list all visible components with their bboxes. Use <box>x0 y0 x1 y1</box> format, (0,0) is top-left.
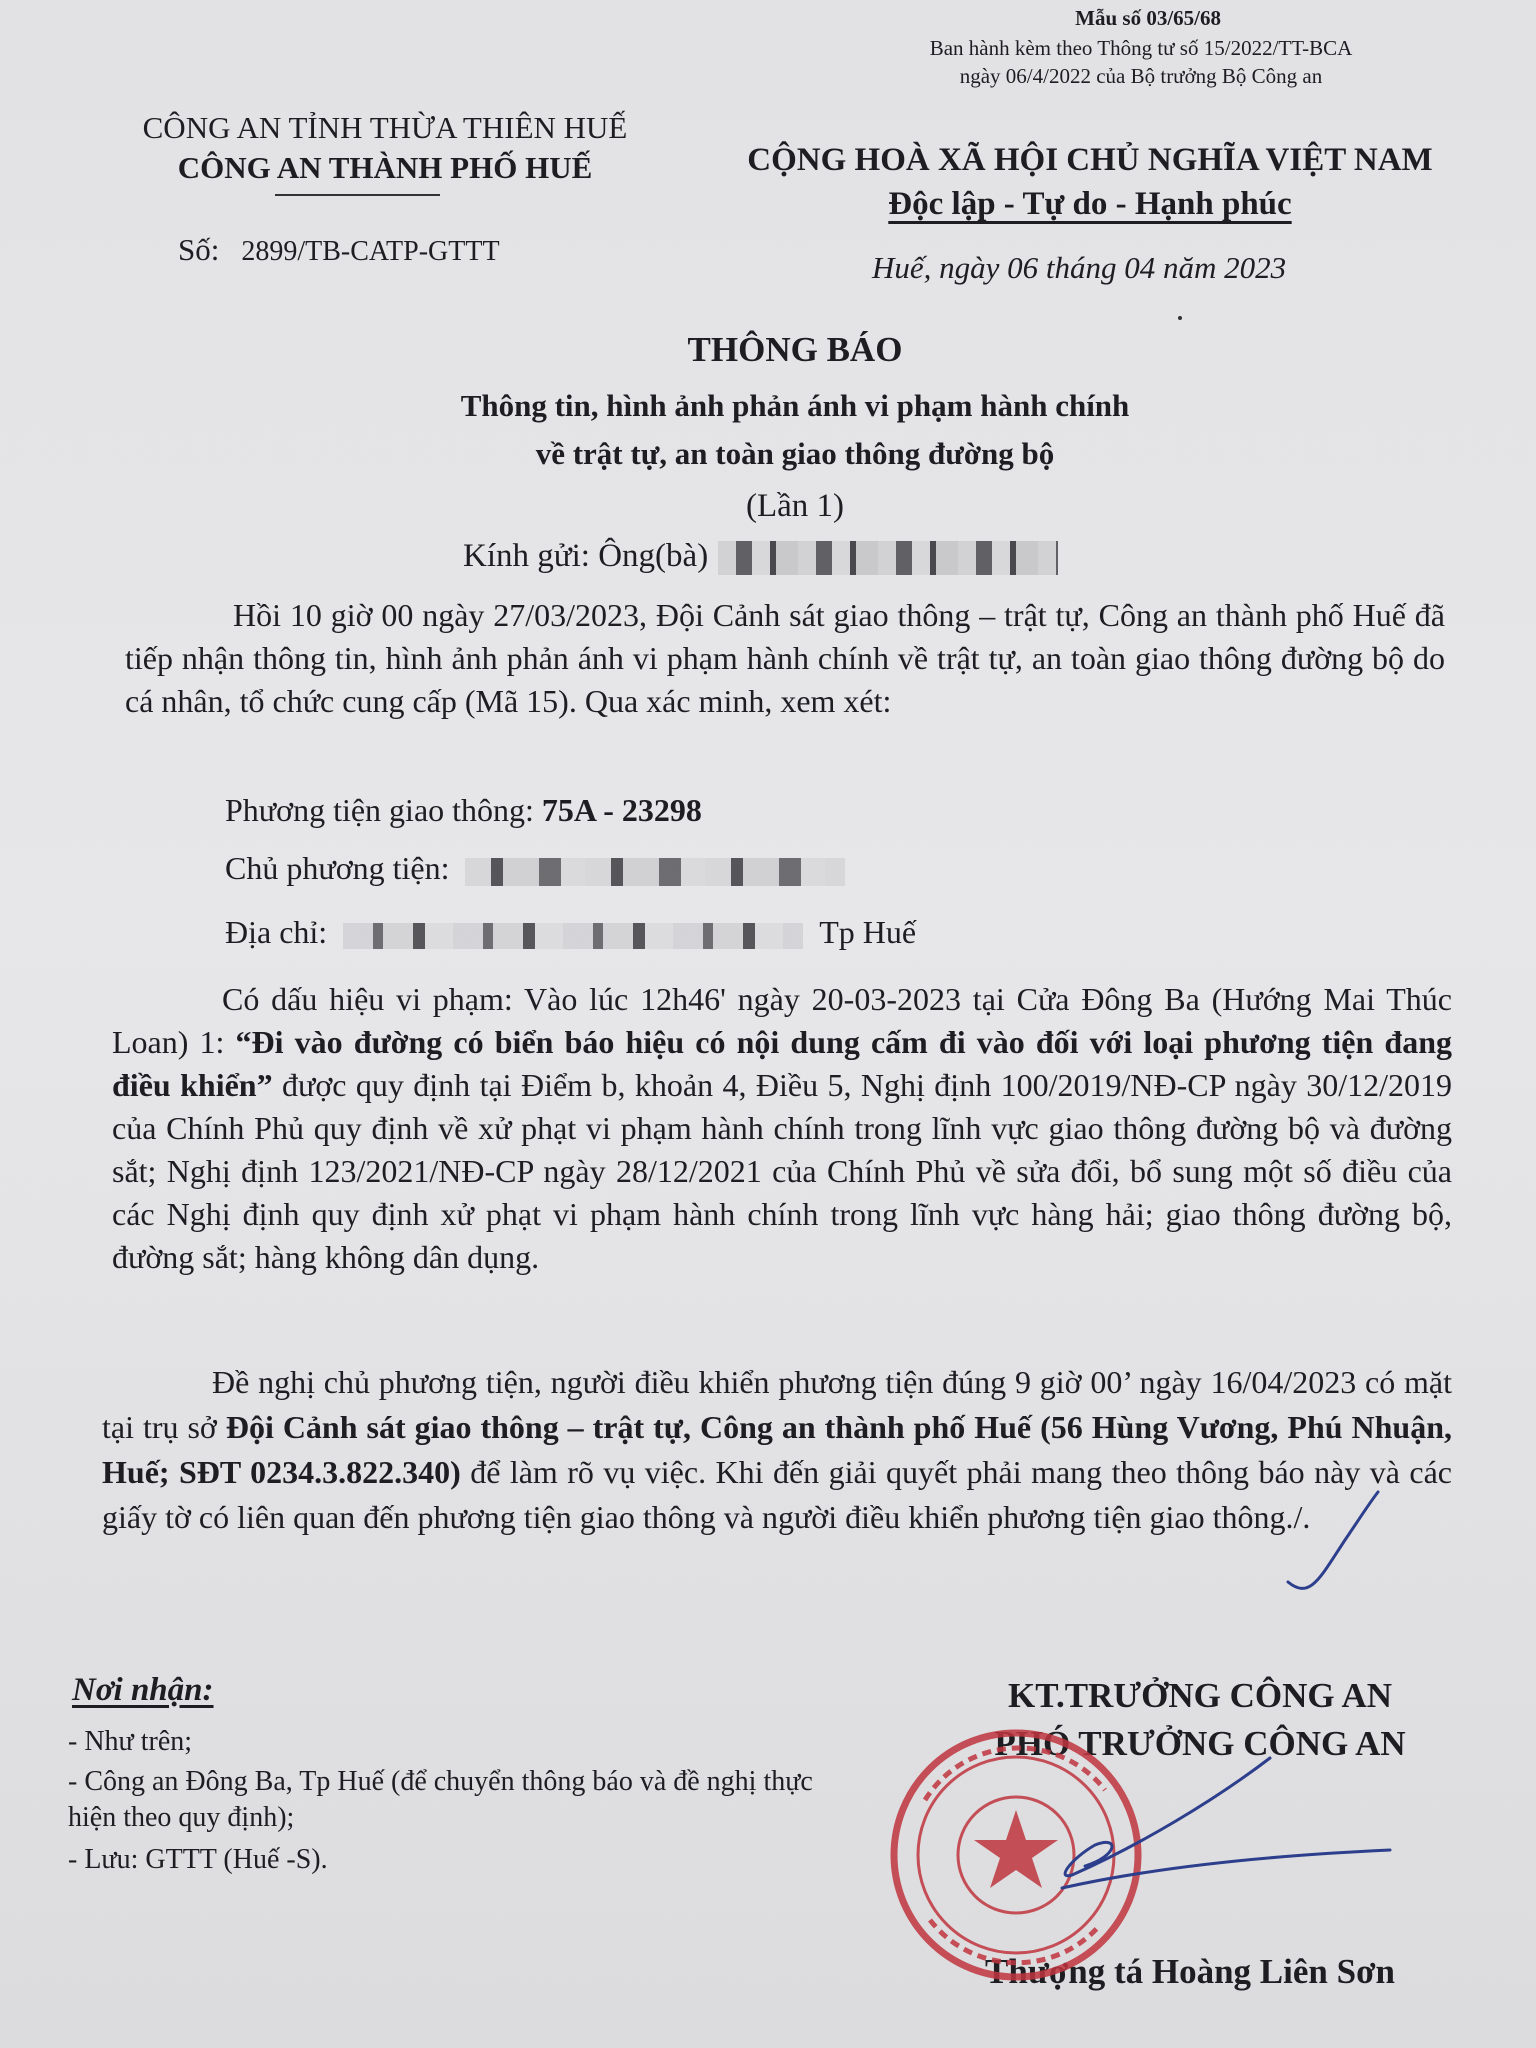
vehicle-label: Phương tiện giao thông: <box>225 792 534 828</box>
vehicle-plate: 75A - 23298 <box>541 792 702 828</box>
document-title: THÔNG BÁO <box>687 330 903 369</box>
checkmark-mark <box>1288 1492 1378 1588</box>
greeting-label: Kính gửi: Ông(bà) <box>463 538 709 574</box>
nation-name: CỘNG HOÀ XÃ HỘI CHỦ NGHĨA VIỆT NAM <box>747 142 1433 178</box>
subtitle-line2: về trật tự, an toàn giao thông đường bộ <box>535 436 1055 471</box>
summons-instructions: để làm rõ vụ việc. Khi đến giải quyết phải mang theo thông báo này và các giấy tờ có liên quan đến phương tiện giao thông và người điều khiển phương tiện giao thông./. <box>102 1454 1452 1535</box>
owner-label: Chủ phương tiện: <box>225 850 450 886</box>
issue-date: Huế, ngày 06 tháng 04 năm 2023 <box>872 250 1287 285</box>
summons-location: Đội Cảnh sát giao thông – trật tự, Công an thành phố Huế (56 Hùng Vương, Phú Nhuận, Huế; SĐT 0234.3.822.340) <box>102 1409 1453 1490</box>
doc-no-label: Số: <box>178 232 220 267</box>
star-icon <box>974 1810 1058 1888</box>
address-label: Địa chỉ: <box>225 914 328 950</box>
recipient-item: - Công an Đông Ba, Tp Huế (để chuyển thông báo và đề nghị thực hiện theo quy định); <box>68 1766 813 1833</box>
form-code: Mẫu số 03/65/68 <box>1075 6 1221 30</box>
intro-paragraph: Hồi 10 giờ 00 ngày 27/03/2023, Đội Cảnh sát giao thông – trật tự, Công an thành phố Huế đã tiếp nhận thông tin, hình ảnh phản ánh vi phạm hành chính về trật tự, an toàn giao thông đường bộ do cá nhân, tổ chức cung cấp (Mã 15). Qua xác minh, xem xét: <box>125 597 1445 719</box>
violation-description: “Đi vào đường có biển báo hiệu có nội dung cấm đi vào đối với loại phương tiện đang điều khiển” <box>112 1024 1453 1103</box>
recipients-heading: Nơi nhận: <box>72 1672 214 1708</box>
agency-parent: CÔNG AN TỈNH THỪA THIÊN HUẾ <box>142 110 628 145</box>
form-note-line1: Ban hành kèm theo Thông tư số 15/2022/TT-BCA <box>929 36 1353 60</box>
violation-intro: Có dấu hiệu vi phạm: Vào lúc 12h46' ngày 20-03-2023 tại Cửa Đông Ba (Hướng Mai Thúc Loan) 1: <box>112 981 1452 1060</box>
recipient-item: - Như trên; <box>68 1726 193 1757</box>
violation-legal-basis: được quy định tại Điểm b, khoản 4, Điều 5, Nghị định 100/2019/NĐ-CP ngày 30/12/2019 của Chính Phủ quy định về xử phạt vi phạm hành chính trong lĩnh vực giao thông đường bộ và đường sắt; Nghị định 123/2021/NĐ-CP ngày 28/12/2021 của Chính Phủ về sửa đổi, bổ sung một số điều của các Nghị định quy định xử phạt vi phạm hành chính trong lĩnh vực hàng hải; giao thông đường bộ, đường sắt; hàng không dân dụng. <box>112 1067 1452 1275</box>
summons-intro: Đề nghị chủ phương tiện, người điều khiển phương tiện đúng 9 giờ 00’ ngày 16/04/2023 có mặt tại trụ sở <box>102 1364 1452 1445</box>
form-note-line2: ngày 06/4/2022 của Bộ trưởng Bộ Công an <box>959 64 1323 88</box>
signer-name: Thượng tá Hoàng Liên Sơn <box>985 1952 1395 1991</box>
recipient-item: - Lưu: GTTT (Huế -S). <box>68 1844 328 1875</box>
notice-round: (Lần 1) <box>745 488 845 524</box>
doc-no-value: 2899/TB-CATP-GTTT <box>241 236 500 267</box>
agency-name: CÔNG AN THÀNH PHỐ HUẾ <box>177 150 593 185</box>
signature-title-line2: PHÓ TRƯỞNG CÔNG AN <box>994 1724 1406 1763</box>
national-motto: Độc lập - Tự do - Hạnh phúc <box>888 186 1292 222</box>
address-city: Tp Huế <box>819 914 917 950</box>
official-stamp <box>894 1733 1138 1977</box>
subtitle-line1: Thông tin, hình ảnh phản ánh vi phạm hành chính <box>460 388 1130 423</box>
signature-title-line1: KT.TRƯỞNG CÔNG AN <box>1007 1676 1393 1715</box>
